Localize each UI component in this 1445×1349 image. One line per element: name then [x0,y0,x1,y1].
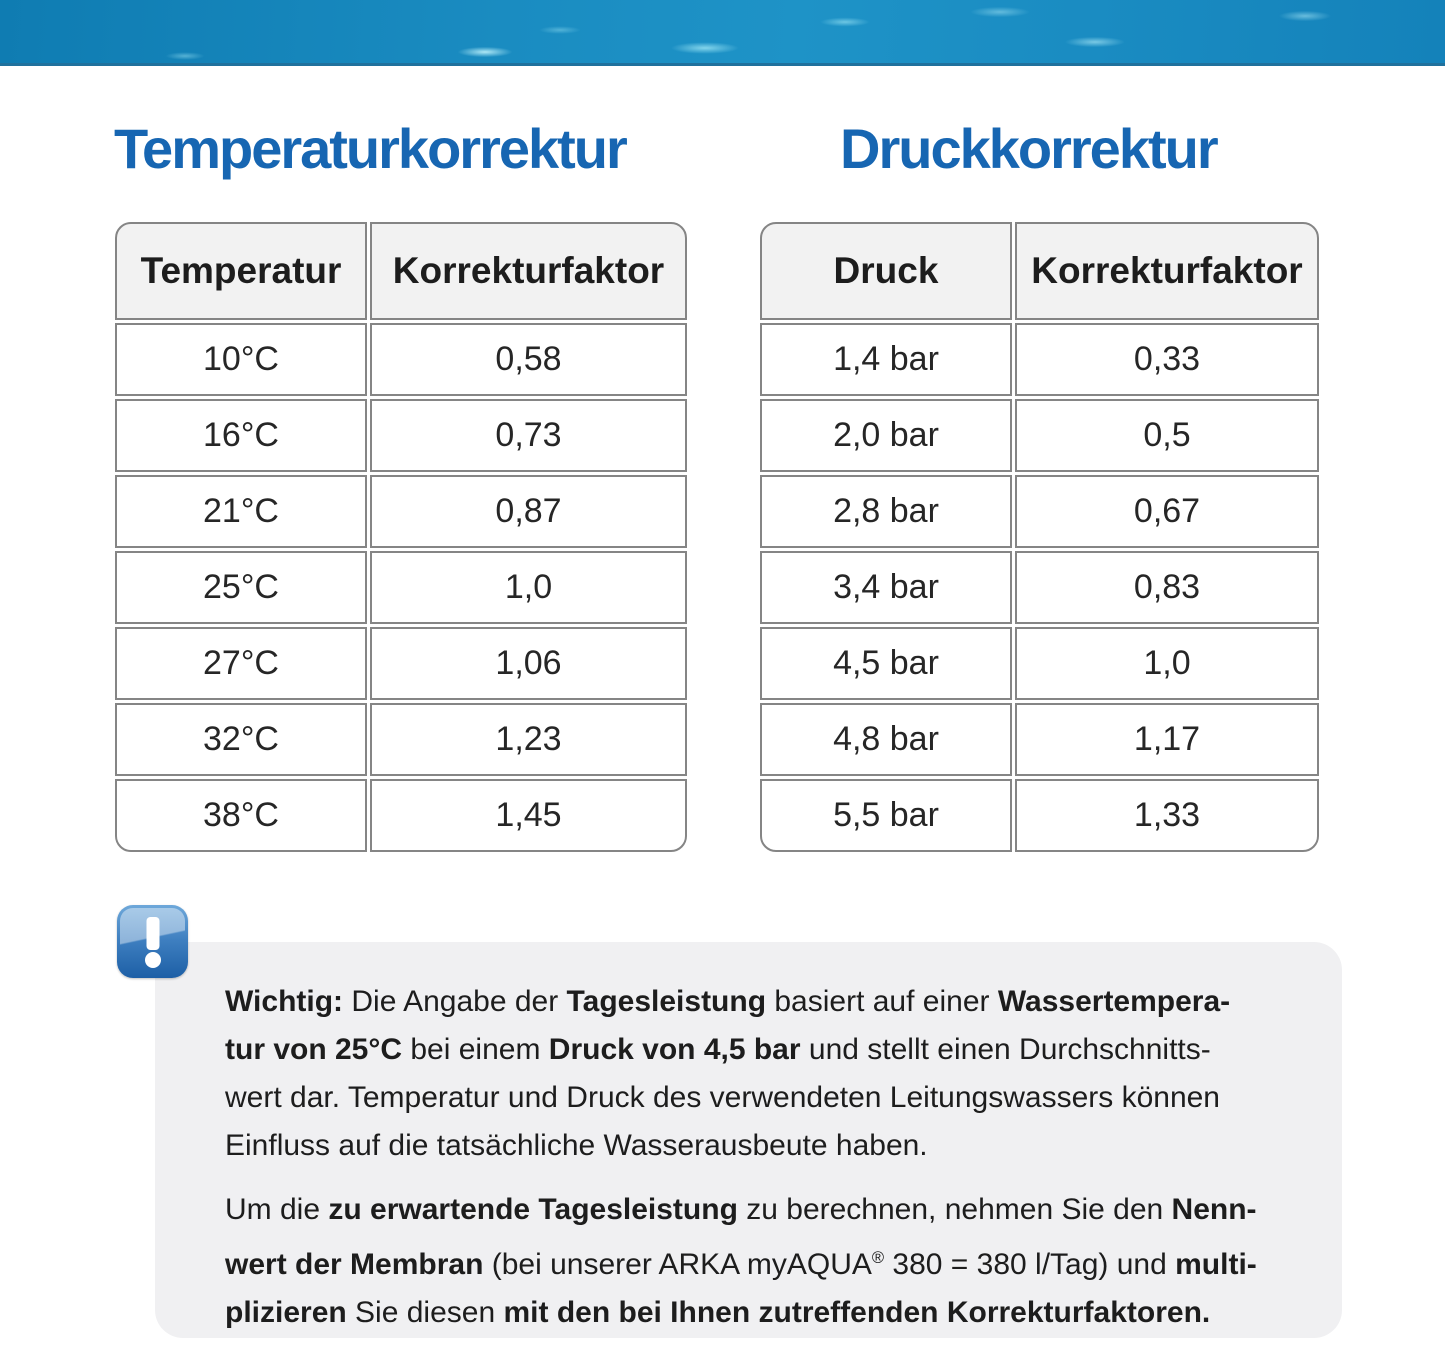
note-line: Wichtig: Die Angabe der Tagesleistung basiert auf einer Wassertempera- [225,985,1231,1018]
table-cell: 2,8 bar [760,475,1012,548]
table-cell: 2,0 bar [760,399,1012,472]
temperature-section-title: Temperaturkorrektur [114,117,626,180]
table-cell: 4,8 bar [760,703,1012,776]
table-row [115,703,687,776]
table-cell: 0,33 [1015,323,1319,396]
temperature-table [112,219,690,855]
table-cell: 1,45 [370,779,687,852]
table-row [115,323,687,396]
table-cell: 0,67 [1015,475,1319,548]
table-header-row [760,222,1319,320]
table-row [760,627,1319,700]
note-line: wert dar. Temperatur und Druck des verwendeten Leitungswassers können [225,1081,1220,1114]
note-line: wert der Membran (bei unserer ARKA myAQUA® 380 = 380 l/Tag) und multi- [225,1248,1257,1281]
exclamation-bar [146,917,159,950]
table-cell: 0,83 [1015,551,1319,624]
column-header-pressure: Druck [760,222,1012,320]
note-line: plizieren Sie diesen mit den bei Ihnen zutreffenden Korrekturfaktoren. [225,1296,1211,1329]
table-cell: 16°C [115,399,367,472]
table-cell: 27°C [115,627,367,700]
table-row [760,703,1319,776]
column-header-correction-factor: Korrekturfaktor [370,222,687,320]
table-cell: 0,73 [370,399,687,472]
ocean-banner [0,0,1445,66]
table-row [760,779,1319,852]
pressure-section-title: Druckkorrektur [840,117,1217,180]
table-cell: 1,23 [370,703,687,776]
table-row [760,323,1319,396]
table-cell: 0,58 [370,323,687,396]
note-line: tur von 25°C bei einem Druck von 4,5 bar und stellt einen Durchschnitts- [225,1033,1211,1066]
note-paragraph [225,978,1287,1170]
table-cell: 1,0 [1015,627,1319,700]
table-cell: 1,0 [370,551,687,624]
table-cell: 21°C [115,475,367,548]
column-header-temperature: Temperatur [115,222,367,320]
table-row [760,475,1319,548]
table-cell: 3,4 bar [760,551,1012,624]
table-row [115,779,687,852]
note-box [155,942,1342,1338]
table-row [115,551,687,624]
exclamation-icon [117,905,188,978]
table-cell: 1,06 [370,627,687,700]
table-row [115,627,687,700]
note-line: Einfluss auf die tatsächliche Wasserausbeute haben. [225,1129,928,1162]
table-cell: 1,4 bar [760,323,1012,396]
table-cell: 4,5 bar [760,627,1012,700]
column-header-correction-factor: Korrekturfaktor [1015,222,1319,320]
note-paragraph [225,1186,1287,1337]
table-cell: 0,5 [1015,399,1319,472]
table-row [760,399,1319,472]
table-header-row [115,222,687,320]
table-row [115,399,687,472]
table-row [115,475,687,548]
table-cell: 5,5 bar [760,779,1012,852]
pressure-table [757,219,1322,855]
note-line: Um die zu erwartende Tagesleistung zu berechnen, nehmen Sie den Nenn- [225,1193,1257,1226]
exclamation-dot [145,952,161,968]
table-cell: 0,87 [370,475,687,548]
table-cell: 25°C [115,551,367,624]
table-row [760,551,1319,624]
table-cell: 32°C [115,703,367,776]
table-cell: 38°C [115,779,367,852]
table-cell: 1,17 [1015,703,1319,776]
table-cell: 10°C [115,323,367,396]
table-cell: 1,33 [1015,779,1319,852]
